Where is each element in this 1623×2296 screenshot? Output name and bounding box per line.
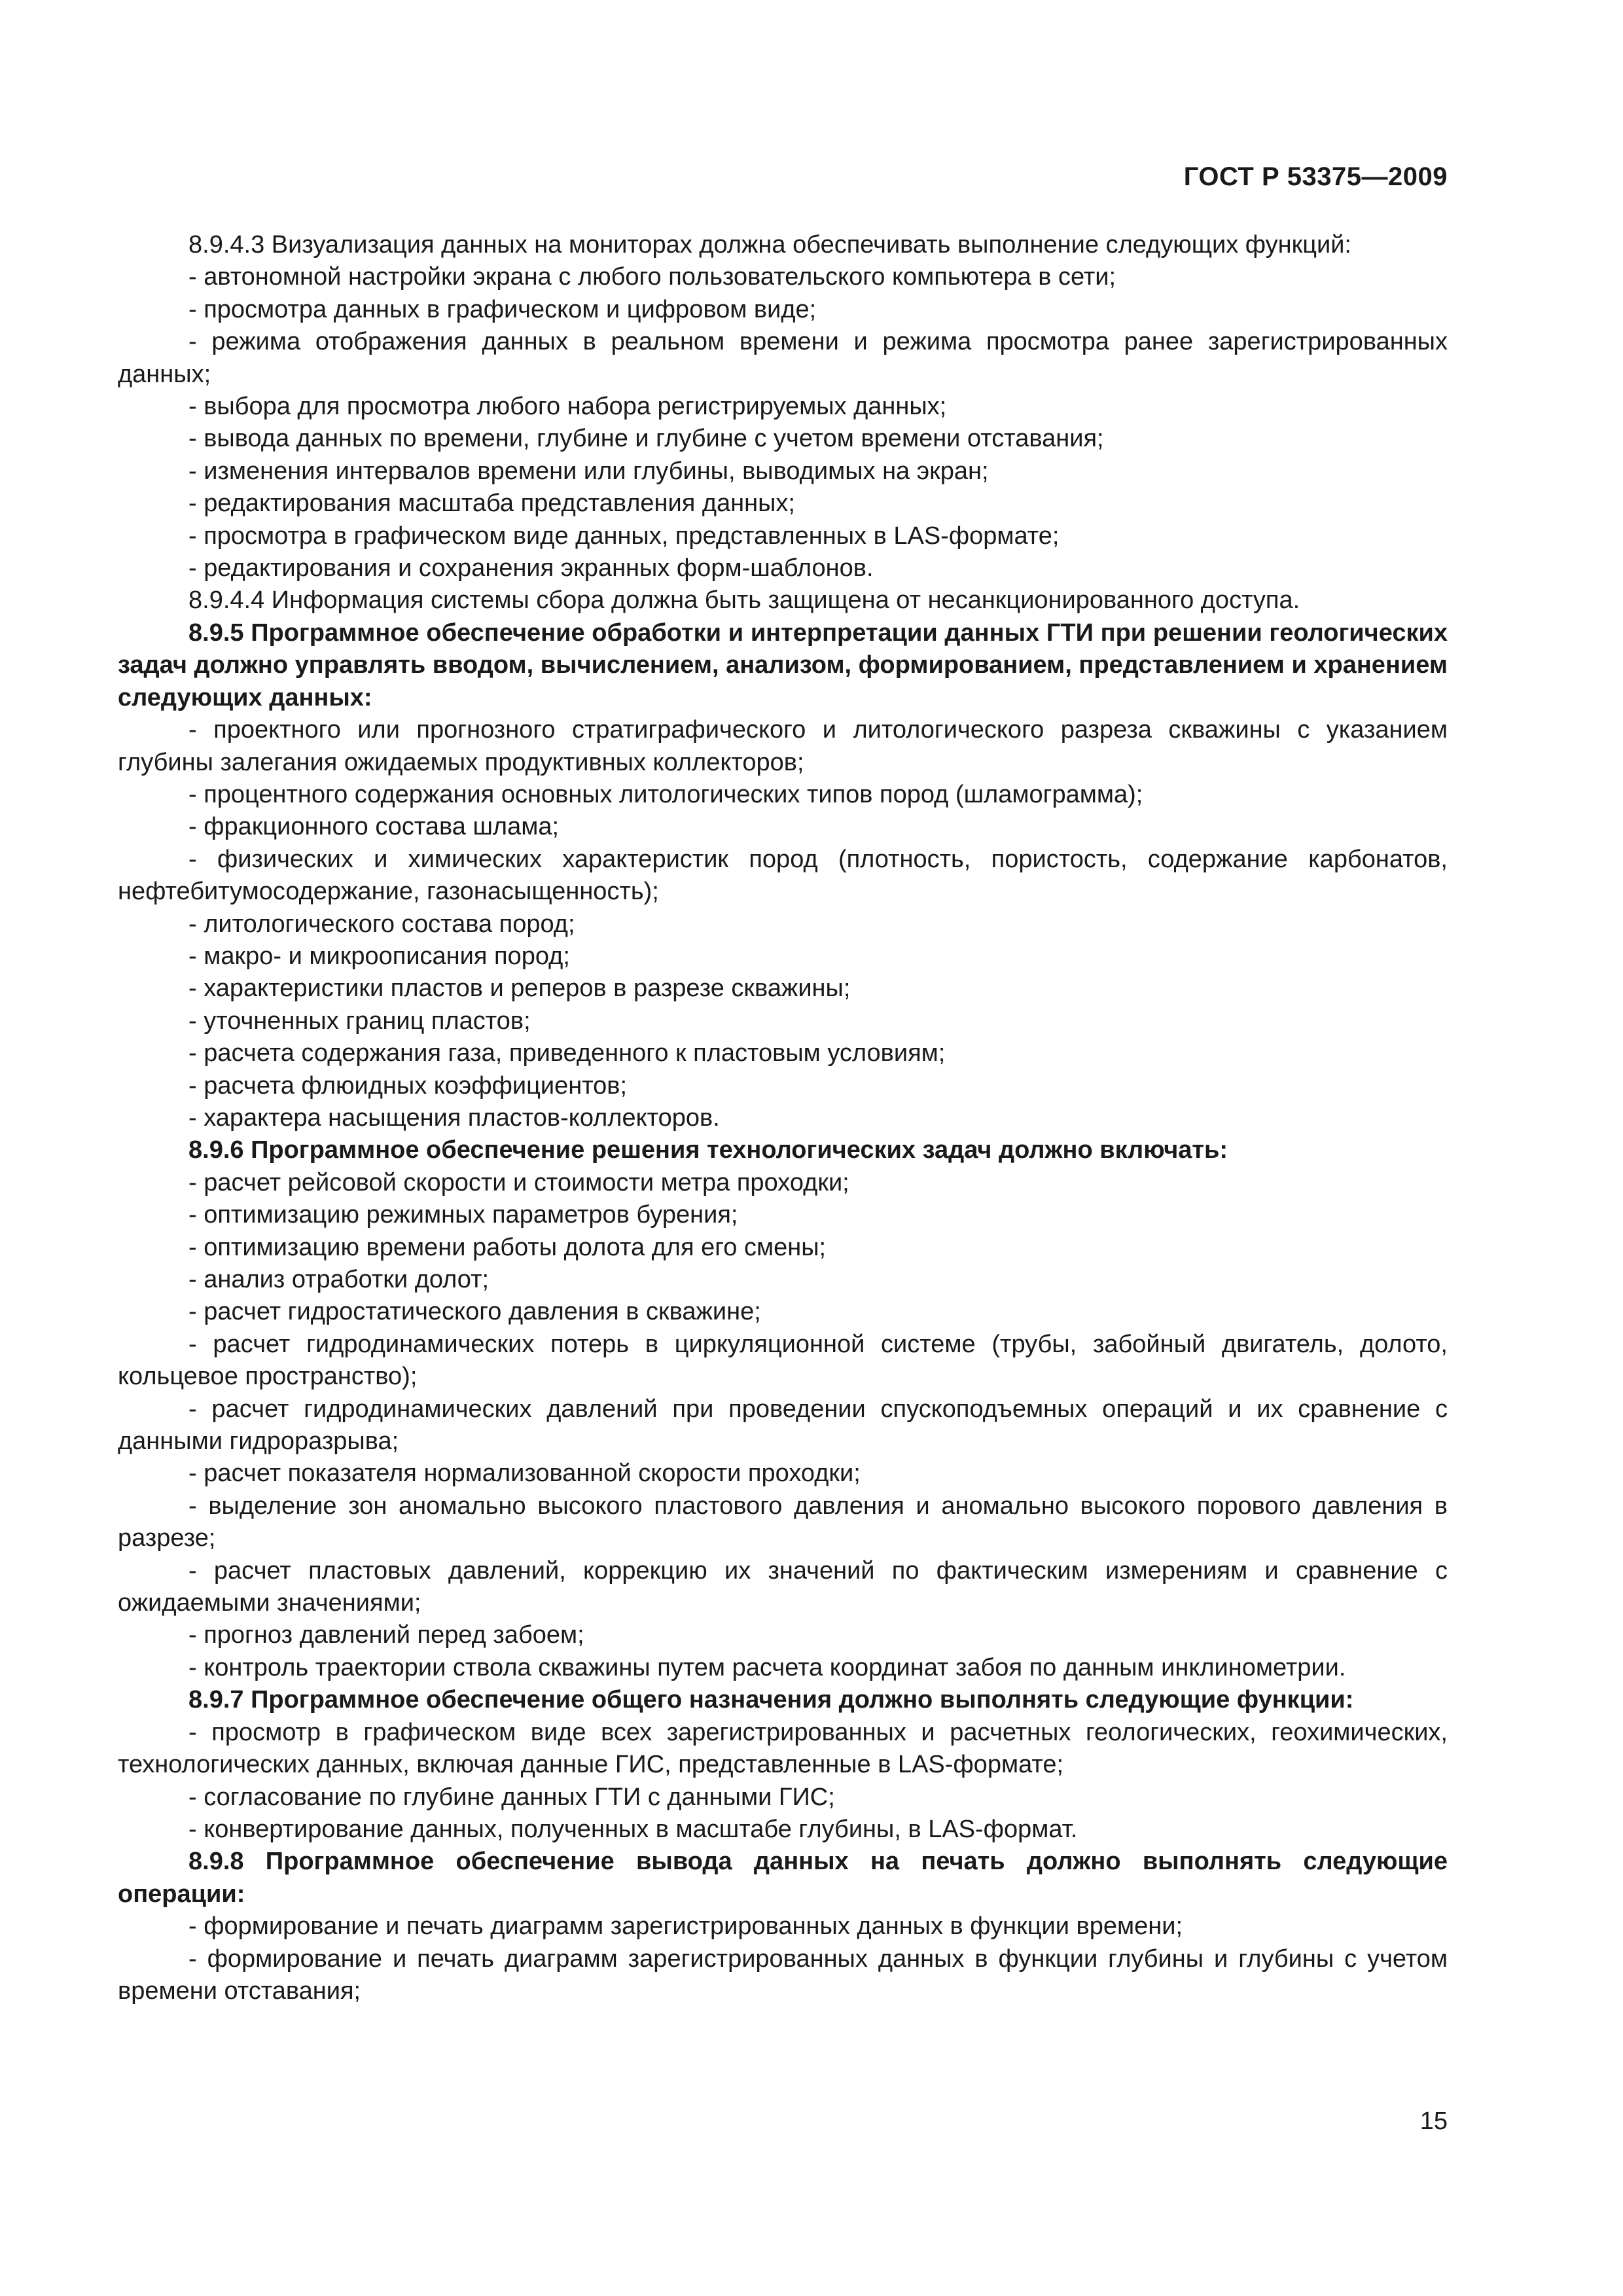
list-item: - расчет показателя нормализованной скорости проходки;: [188, 1460, 861, 1488]
page-number: 15: [1419, 2108, 1448, 2135]
list-item: - контроль траектории ствола скважины путем расчета координат забоя по данным инклинометрии.: [188, 1653, 1346, 1681]
list-item: - макро- и микроописания пород;: [188, 942, 570, 970]
list-item: - просмотра в графическом виде данных, представленных в LAS-формате;: [188, 522, 1060, 550]
document-body: [118, 229, 1448, 2007]
list-item: - фракционного состава шлама;: [188, 813, 560, 841]
list-item: - расчета флюидных коэффициентов;: [188, 1071, 628, 1100]
list-item: - прогноз давлений перед забоем;: [188, 1621, 584, 1649]
list-item: - изменения интервалов времени или глубины, выводимых на экран;: [188, 457, 989, 485]
list-item: - оптимизацию времени работы долота для его смены;: [188, 1233, 827, 1261]
document-id-header: ГОСТ Р 53375—2009: [1183, 162, 1448, 191]
list-item: - уточненных границ пластов;: [188, 1007, 531, 1035]
section-heading-paragraph: 8.9.7 Программное обеспечение общего назначения должно выполнять следующие функции:: [188, 1686, 1354, 1714]
list-item: - расчет гидродинамических потерь в циркуляционной системе (трубы, забойный двигатель, долото, кольцевое пространство);: [118, 1330, 1448, 1391]
list-item: - характера насыщения пластов-коллекторов.: [188, 1103, 720, 1132]
list-item: - редактирования масштаба представления данных;: [188, 490, 795, 518]
list-item: - проектного или прогнозного стратиграфического и литологического разреза скважины с указанием глубины залегания ожидаемых продуктивных коллекторов;: [118, 716, 1448, 776]
section-heading-paragraph: 8.9.5 Программное обеспечение обработки и интерпретации данных ГТИ при решении геологических задач должно управлять вводом, вычислением, анализом, формированием, представлением и хранением следующих данных:: [118, 619, 1448, 711]
list-item: - расчет гидродинамических давлений при проведении спускоподъемных операций и их сравнение с данными гидроразрыва;: [118, 1395, 1448, 1456]
list-item: - расчет рейсовой скорости и стоимости метра проходки;: [188, 1168, 849, 1196]
list-item: - вывода данных по времени, глубине и глубине с учетом времени отставания;: [188, 425, 1104, 453]
section-heading-paragraph: 8.9.6 Программное обеспечение решения технологических задач должно включать:: [188, 1136, 1228, 1164]
list-item: - расчет пластовых давлений, коррекцию их значений по фактическим измерениям и сравнение с ожидаемыми значениями;: [118, 1556, 1448, 1617]
list-item: - просмотр в графическом виде всех зарегистрированных и расчетных геологических, геохимических, технологических данных, включая данные ГИС, представленные в LAS-формате;: [118, 1718, 1448, 1779]
list-item: - анализ отработки долот;: [188, 1266, 490, 1293]
list-item: - просмотра данных в графическом и цифровом виде;: [188, 295, 817, 323]
list-item: - автономной настройки экрана с любого пользовательского компьютера в сети;: [188, 263, 1116, 291]
list-item: - формирование и печать диаграмм зарегистрированных данных в функции времени;: [188, 1912, 1183, 1941]
list-item: - формирование и печать диаграмм зарегистрированных данных в функции глубины и глубины с учетом времени отставания;: [118, 1945, 1448, 2005]
paragraph: 8.9.4.4 Информация системы сбора должна быть защищена от несанкционированного доступа.: [188, 586, 1300, 615]
list-item: - режима отображения данных в реальном времени и режима просмотра ранее зарегистрированных данных;: [118, 328, 1448, 388]
list-item: - литологического состава пород;: [188, 910, 575, 938]
list-item: - конвертирование данных, полученных в масштабе глубины, в LAS-формат.: [188, 1815, 1078, 1843]
list-item: - характеристики пластов и реперов в разрезе скважины;: [188, 975, 851, 1003]
paragraph: 8.9.4.3 Визуализация данных на мониторах должна обеспечивать выполнение следующих функций:: [188, 231, 1351, 259]
list-item: - оптимизацию режимных параметров бурения;: [188, 1201, 738, 1229]
list-item: - редактирования и сохранения экранных форм-шаблонов.: [188, 554, 874, 583]
list-item: - выбора для просмотра любого набора регистрируемых данных;: [188, 393, 947, 421]
list-item: - выделение зон аномально высокого пластового давления и аномально высокого порового давления в разрезе;: [118, 1492, 1448, 1552]
list-item: - процентного содержания основных литологических типов пород (шламограмма);: [188, 780, 1143, 808]
list-item: - расчет гидростатического давления в скважине;: [188, 1298, 761, 1326]
list-item: - расчета содержания газа, приведенного к пластовым условиям;: [188, 1039, 946, 1067]
section-heading-paragraph: 8.9.8 Программное обеспечение вывода данных на печать должно выполнять следующие операции:: [118, 1848, 1448, 1908]
list-item: - физических и химических характеристик пород (плотность, пористость, содержание карбонатов, нефтебитумосодержание, газонасыщенность);: [118, 845, 1448, 906]
list-item: - согласование по глубине данных ГТИ с данными ГИС;: [188, 1783, 835, 1811]
